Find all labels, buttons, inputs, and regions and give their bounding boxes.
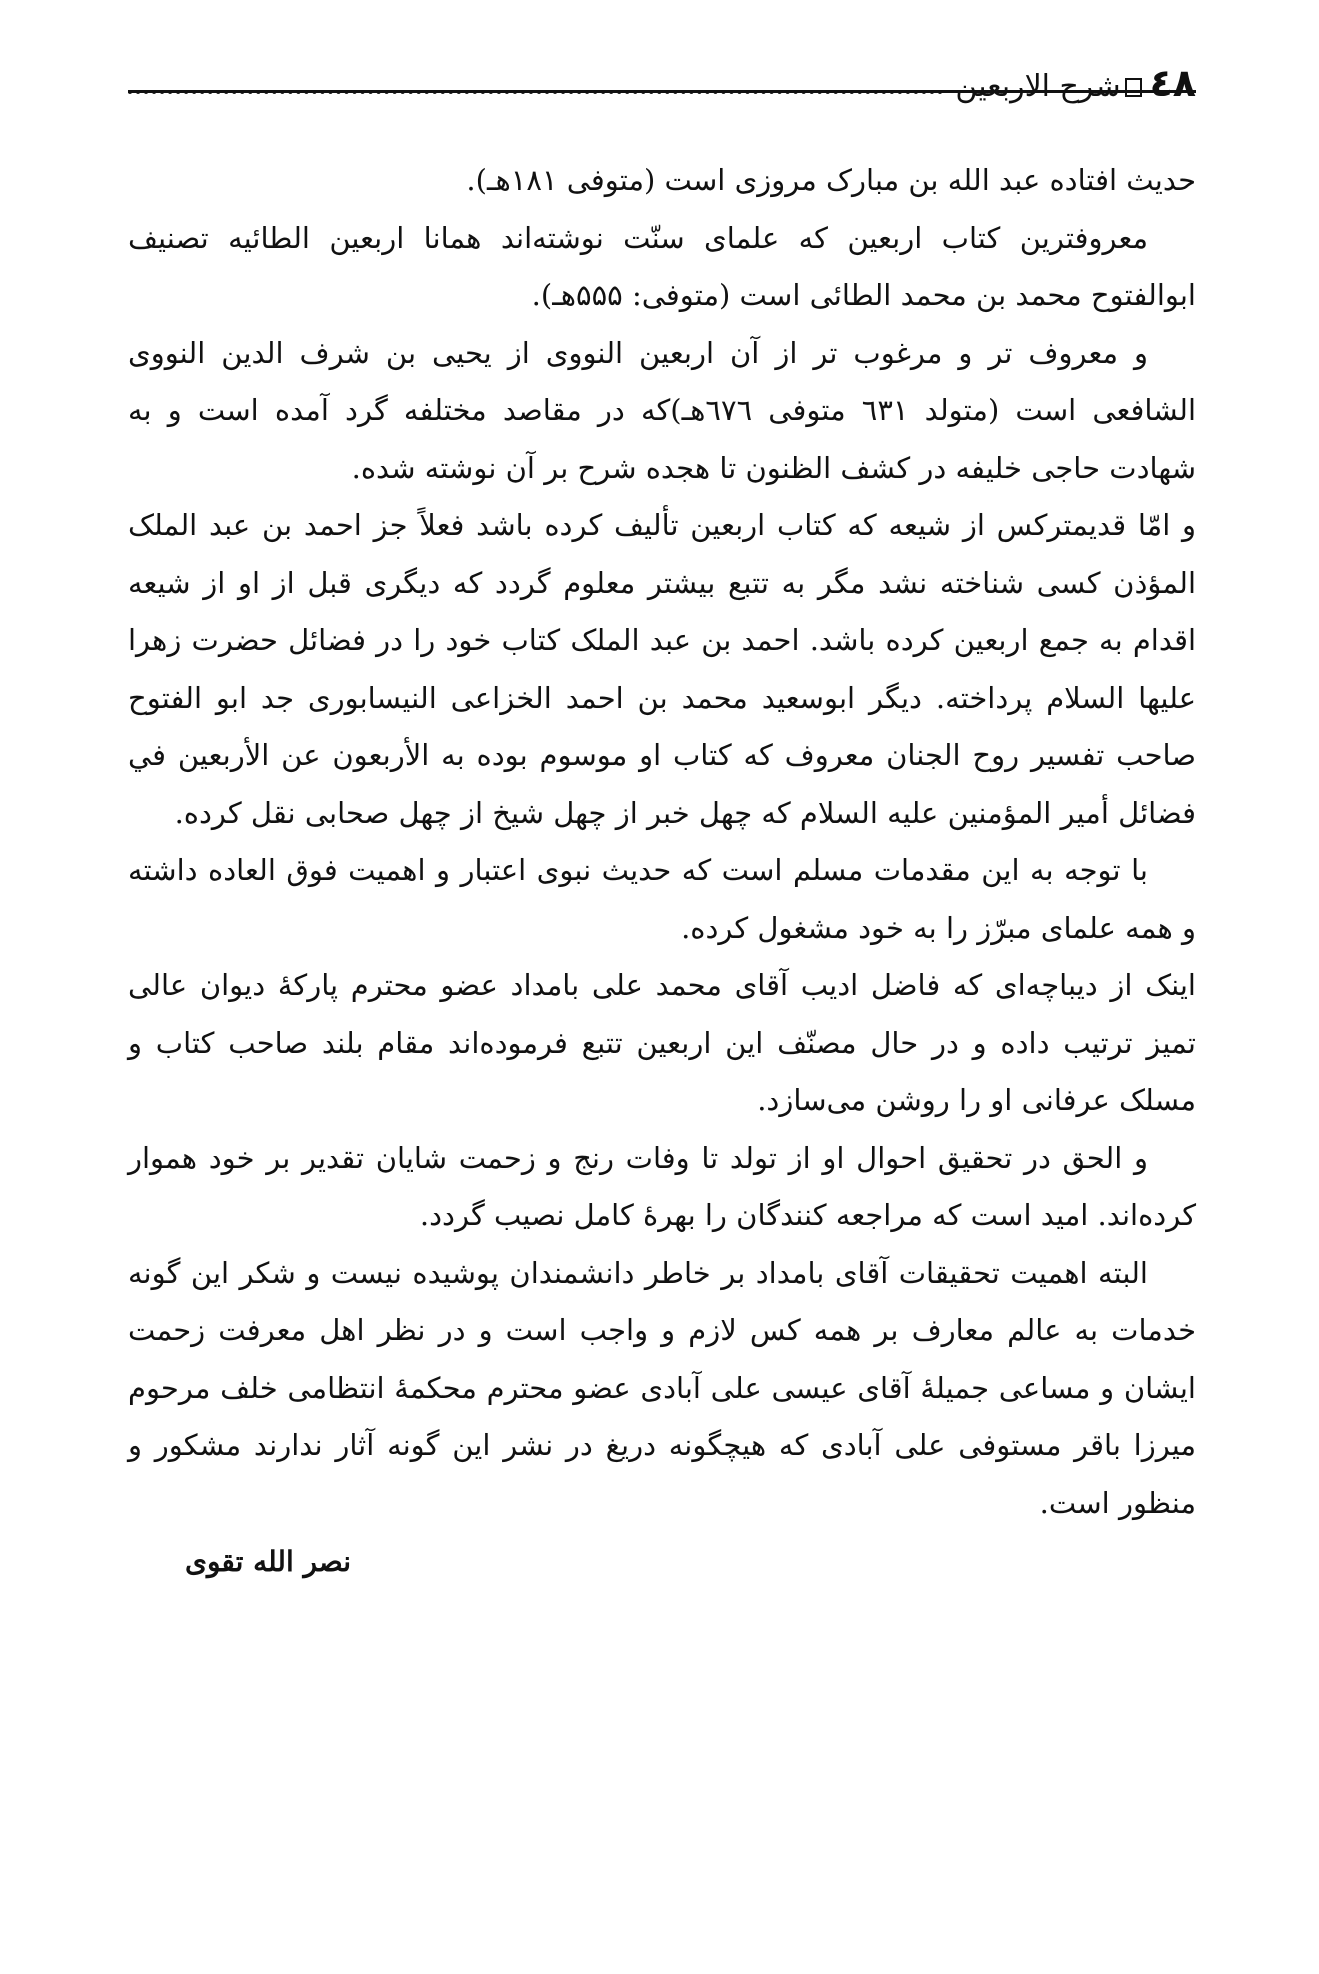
page-number: ٤٨ bbox=[1149, 61, 1196, 105]
paragraph-7: و الحق در تحقیق احوال او از تولد تا وفات رنج و زحمت شایان تقدیر بر خود هموار کرده‌اند. امید است که مراجعه کنندگان را بهرهٔ کامل نصیب گردد. bbox=[128, 1140, 1196, 1232]
body-text bbox=[128, 152, 1196, 1586]
header-square-ornament bbox=[1125, 78, 1142, 97]
header-rule bbox=[128, 90, 1196, 93]
running-title: شرح الاربعين bbox=[955, 69, 1121, 104]
paragraph-6: اینک از دیباچه‌ای که فاضل ادیب آقای محمد علی بامداد عضو محترم پارکهٔ دیوان عالی تمیز ترتیب داده و در حال مصنّف این اربعین تتبع فرموده‌اند مقام بلند صاحب کتاب و مسلک عرفانی او را روشن می‌سازد. bbox=[128, 968, 1196, 1117]
author-signature: نصر الله تقوی bbox=[185, 1545, 351, 1578]
paragraph-3: و معروف تر و مرغوب تر از آن اربعین النووی از یحیی بن شرف الدین النووی الشافعی است (متولد ٦٣١ متوفی ٦٧٦هـ)که در مقاصد مختلفه گرد آمده است و به شهادت حاجی خلیفه در کشف الظنون تا هجده شرح بر آن نوشته شده. bbox=[128, 335, 1197, 485]
paragraph-4: و امّا قدیمترکس از شیعه که کتاب اربعین تألیف کرده باشد فعلاً جز احمد بن عبد الملک المؤذن کسی شناخته نشد مگر به تتبع بیشتر معلوم گردد که دیگری قبل از او از شیعه اقدام به جمع اربعین کرده باشد. احمد بن عبد الملک کتاب خود را در فضائل حضرت زهرا علیها السلام پرداخته. دیگر ابوسعید محمد بن احمد الخزاعی النیسابوری جد ابو الفتوح صاحب تفسیر روح الجنان معروف که کتاب او موسوم بوده به الأربعون عن الأربعین في فضائل أمير المؤمنين عليه السلام که چهل خبر از چهل شیخ از چهل صحابی نقل کرده. bbox=[128, 508, 1196, 830]
paragraph-8: البته اهمیت تحقیقات آقای بامداد بر خاطر دانشمندان پوشیده نیست و شکر این گونه خدمات به عالم معارف بر همه کس لازم و واجب است و در نظر اهل معرفت زحمت ایشان و مساعی جمیلهٔ آقای عیسی علی آبادی عضو محترم محکمهٔ انتظامی خلف مرحوم میرزا باقر مستوفی علی آبادی که هیچگونه دریغ در نشر این گونه آثار ندارند مشکور و منظور است. bbox=[128, 1255, 1196, 1520]
page-header bbox=[128, 48, 1196, 105]
paragraph-1: حدیث افتاده عبد الله بن مبارک مروزی است (متوفی ۱۸۱هـ). bbox=[466, 163, 1196, 197]
paragraph-2: معروفترین کتاب اربعین که علمای سنّت نوشته‌اند همانا اربعین الطائیه تصنیف ابوالفتوح محمد بن محمد الطائی است (متوفی: ۵۵۵هـ). bbox=[128, 220, 1196, 312]
paragraph-5: با توجه به این مقدمات مسلم است که حدیث نبوی اعتبار و اهمیت فوق العاده داشته و همه علمای مبرّز را به خود مشغول کرده. bbox=[128, 853, 1196, 945]
